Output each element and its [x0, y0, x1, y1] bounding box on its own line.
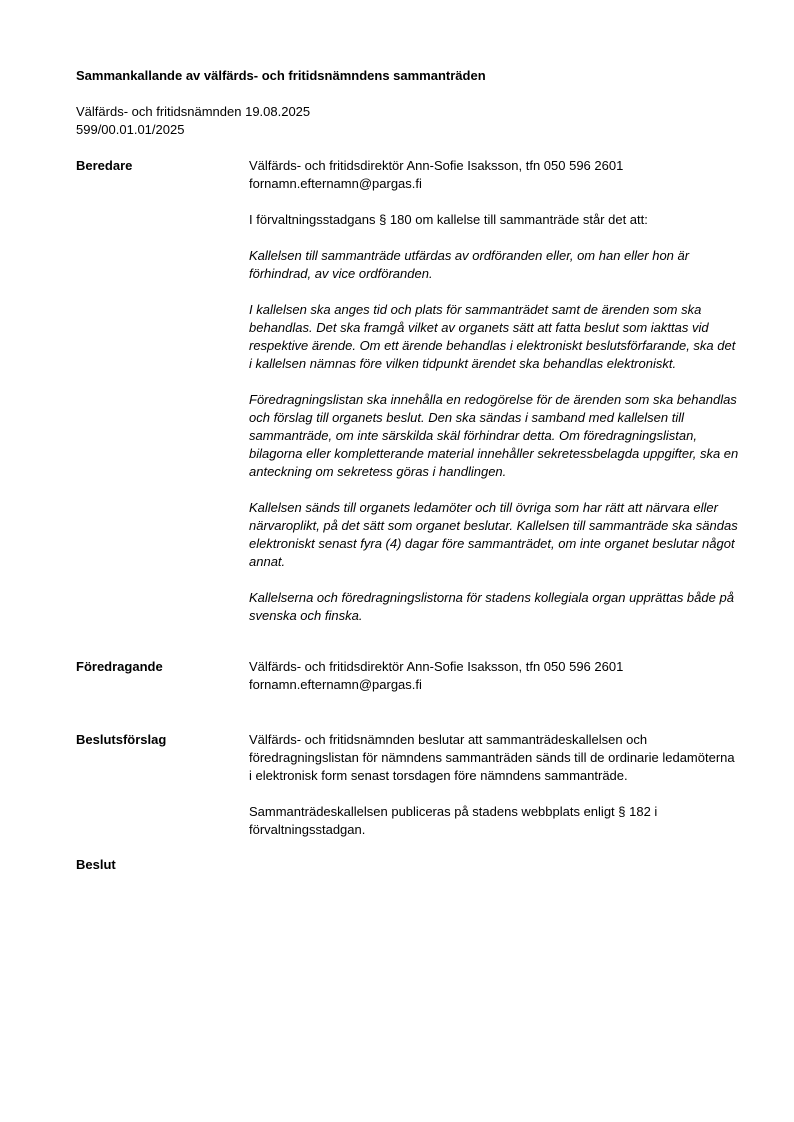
reference-number: 599/00.01.01/2025: [76, 122, 185, 137]
foredragande-contact-email: fornamn.efternamn@pargas.fi: [249, 677, 422, 692]
quote-paragraph-5: Kallelserna och föredragningslistorna för stadens kollegiala organ upprättas både på svenska och finska.: [249, 590, 734, 623]
beslutsforslag-paragraph-1: Välfärds- och fritidsnämnden beslutar att sammanträdeskallelsen och föredragningslistan för nämndens sammanträden sänds till de ordinarie ledamöterna i elektronisk form senast torsdagen före nämndens sammanträde.: [249, 732, 735, 783]
quote-paragraph-3: Föredragningslistan ska innehålla en redogörelse för de ärenden som ska behandlas och förslag till organets beslut. Den ska sändas i samband med kallelsen till sammanträde, om inte särskilda skäl förhindrar detta. Om föredragningslistan, bilagorna eller kompletterande material innehåller sekretessbelagda uppgifter, ska en anteckning om sekretess göras i handlingen.: [249, 392, 739, 479]
beredare-contact: [249, 157, 741, 193]
meeting-line: Välfärds- och fritidsnämnden 19.08.2025: [76, 104, 311, 119]
section-content-foredragande: [249, 658, 741, 694]
document-title: Sammankallande av välfärds- och fritidsnämndens sammanträden: [76, 68, 486, 83]
section-label-beslutsforslag: Beslutsförslag: [76, 732, 167, 747]
beredare-contact-email: fornamn.efternamn@pargas.fi: [249, 176, 422, 191]
section-label-beslut: Beslut: [76, 857, 116, 872]
document-meta: [76, 103, 310, 139]
quote-paragraph-4: Kallelsen sänds till organets ledamöter och till övriga som har rätt att närvara eller närvaroplikt, på det sätt som organet beslutar. Kallelsen till sammanträde ska sändas elektroniskt senast fyra (4) dagar före sammanträdet, om inte organet beslutar något annat.: [249, 500, 738, 569]
section-content-beredare: [249, 157, 741, 625]
foredragande-contact: [249, 658, 741, 694]
beredare-intro: I förvaltningsstadgans § 180 om kallelse till sammanträde står det att:: [249, 212, 648, 227]
beslutsforslag-paragraph-2: Sammanträdeskallelsen publiceras på stadens webbplats enligt § 182 i förvaltningsstadgan.: [249, 804, 658, 837]
section-label-beredare: Beredare: [76, 158, 133, 173]
section-label-foredragande: Föredragande: [76, 659, 163, 674]
quote-paragraph-2: I kallelsen ska anges tid och plats för sammanträdet samt de ärenden som ska behandlas. Det ska framgå vilket av organets sätt att fatta beslut som iakttas vid respektive ärende. Om ett ärende behandlas i elektroniskt beslutsförfarande, ska det i kallelsen nämnas före vilken tidpunkt ärendet ska behandlas elektroniskt.: [249, 302, 736, 371]
section-content-beslutsforslag: [249, 731, 741, 839]
beredare-contact-name: Välfärds- och fritidsdirektör Ann-Sofie Isaksson, tfn 050 596 2601: [249, 158, 624, 173]
foredragande-contact-name: Välfärds- och fritidsdirektör Ann-Sofie Isaksson, tfn 050 596 2601: [249, 659, 624, 674]
quote-paragraph-1: Kallelsen till sammanträde utfärdas av ordföranden eller, om han eller hon är förhindrad, av vice ordföranden.: [249, 248, 690, 281]
